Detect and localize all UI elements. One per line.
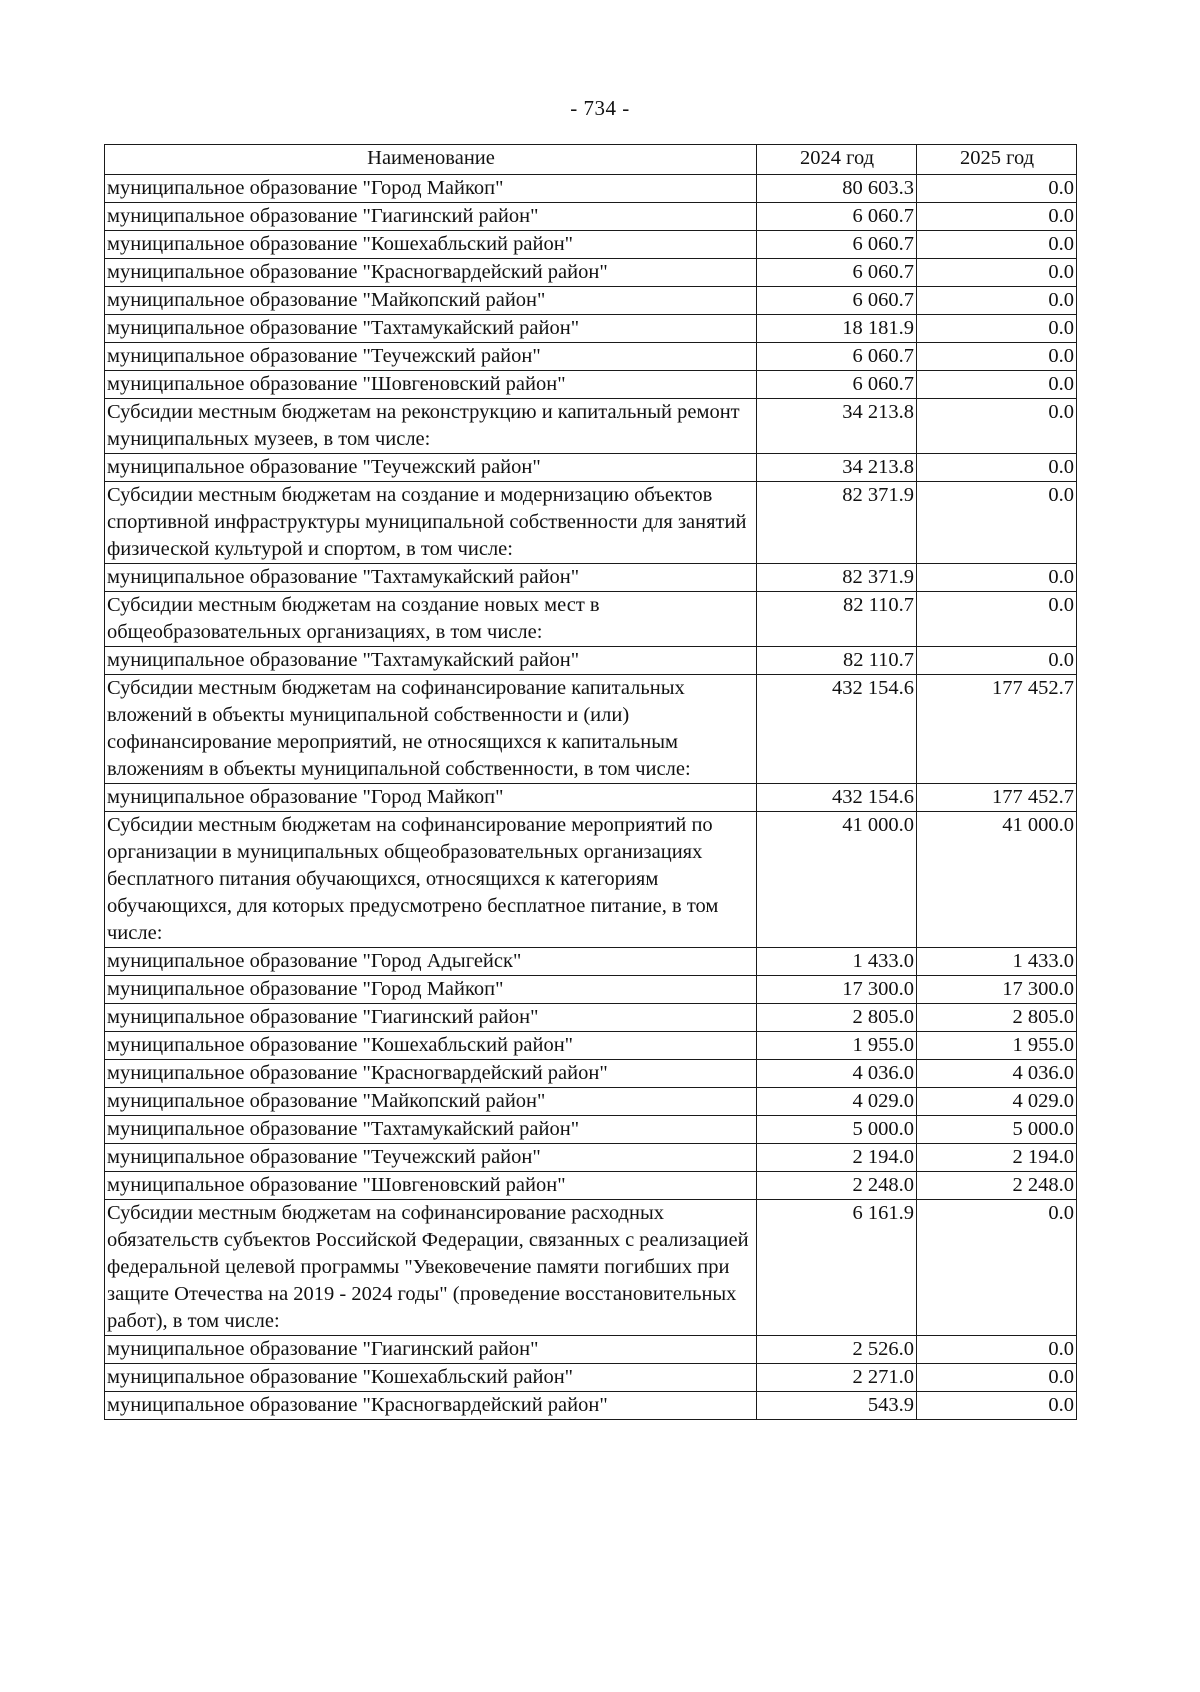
row-value-2024: 6 060.7 xyxy=(757,203,917,231)
row-value-2025: 0.0 xyxy=(917,259,1077,287)
row-value-2025: 41 000.0 xyxy=(917,812,1077,948)
row-value-2025: 0.0 xyxy=(917,564,1077,592)
row-name: муниципальное образование "Тахтамукайский район" xyxy=(105,1116,757,1144)
row-value-2025: 2 248.0 xyxy=(917,1172,1077,1200)
table-row xyxy=(105,1004,1077,1032)
row-value-2024: 2 271.0 xyxy=(757,1364,917,1392)
row-value-2024: 6 060.7 xyxy=(757,343,917,371)
table-row xyxy=(105,1032,1077,1060)
table-row xyxy=(105,454,1077,482)
row-value-2025: 0.0 xyxy=(917,1364,1077,1392)
row-value-2025: 1 433.0 xyxy=(917,948,1077,976)
row-value-2025: 0.0 xyxy=(917,1392,1077,1420)
row-name: муниципальное образование "Кошехабльский район" xyxy=(105,231,757,259)
row-value-2024: 1 433.0 xyxy=(757,948,917,976)
row-value-2024: 543.9 xyxy=(757,1392,917,1420)
budget-table xyxy=(104,144,1077,1420)
table-row xyxy=(105,647,1077,675)
header-2025: 2025 год xyxy=(917,145,1077,175)
table-row xyxy=(105,482,1077,564)
row-value-2025: 0.0 xyxy=(917,482,1077,564)
table-row xyxy=(105,1364,1077,1392)
row-value-2024: 6 060.7 xyxy=(757,287,917,315)
row-name: муниципальное образование "Теучежский район" xyxy=(105,454,757,482)
row-value-2024: 432 154.6 xyxy=(757,675,917,784)
row-name: Субсидии местным бюджетам на софинансирование мероприятий по организации в муниципальных общеобразовательных организациях бесплатного питания обучающихся, относящихся к категориям обучающихся, для которых предусмотрено бесплатное питание, в том числе: xyxy=(105,812,757,948)
table-row xyxy=(105,1392,1077,1420)
row-value-2025: 1 955.0 xyxy=(917,1032,1077,1060)
row-value-2024: 2 248.0 xyxy=(757,1172,917,1200)
row-value-2024: 82 371.9 xyxy=(757,564,917,592)
table-row xyxy=(105,1336,1077,1364)
table-row xyxy=(105,203,1077,231)
row-value-2024: 82 110.7 xyxy=(757,592,917,647)
row-value-2024: 4 029.0 xyxy=(757,1088,917,1116)
budget-table-container xyxy=(104,144,1076,1420)
table-row xyxy=(105,175,1077,203)
page-number: - 734 - xyxy=(570,96,630,120)
row-value-2025: 0.0 xyxy=(917,371,1077,399)
row-value-2024: 18 181.9 xyxy=(757,315,917,343)
table-row xyxy=(105,1116,1077,1144)
row-name: муниципальное образование "Город Майкоп" xyxy=(105,175,757,203)
table-body xyxy=(105,175,1077,1420)
row-value-2025: 0.0 xyxy=(917,203,1077,231)
row-name: муниципальное образование "Тахтамукайский район" xyxy=(105,647,757,675)
table-row xyxy=(105,592,1077,647)
row-name: муниципальное образование "Майкопский район" xyxy=(105,1088,757,1116)
row-value-2025: 0.0 xyxy=(917,343,1077,371)
row-value-2024: 5 000.0 xyxy=(757,1116,917,1144)
row-name: муниципальное образование "Теучежский район" xyxy=(105,343,757,371)
row-name: муниципальное образование "Кошехабльский район" xyxy=(105,1364,757,1392)
table-row xyxy=(105,1144,1077,1172)
row-name: муниципальное образование "Гиагинский район" xyxy=(105,1004,757,1032)
row-value-2025: 177 452.7 xyxy=(917,784,1077,812)
row-value-2025: 0.0 xyxy=(917,315,1077,343)
row-value-2024: 6 060.7 xyxy=(757,371,917,399)
row-name: муниципальное образование "Теучежский район" xyxy=(105,1144,757,1172)
row-name: муниципальное образование "Шовгеновский район" xyxy=(105,371,757,399)
table-row xyxy=(105,812,1077,948)
row-value-2024: 82 110.7 xyxy=(757,647,917,675)
table-row xyxy=(105,231,1077,259)
row-name: муниципальное образование "Город Майкоп" xyxy=(105,976,757,1004)
row-name: муниципальное образование "Город Адыгейск" xyxy=(105,948,757,976)
table-row xyxy=(105,315,1077,343)
table-row xyxy=(105,1088,1077,1116)
row-value-2024: 4 036.0 xyxy=(757,1060,917,1088)
row-value-2025: 0.0 xyxy=(917,175,1077,203)
row-value-2025: 2 805.0 xyxy=(917,1004,1077,1032)
row-name: Субсидии местным бюджетам на создание новых мест в общеобразовательных организациях, в том числе: xyxy=(105,592,757,647)
row-value-2025: 0.0 xyxy=(917,454,1077,482)
row-name: Субсидии местным бюджетам на софинансирование расходных обязательств субъектов Российской Федерации, связанных с реализацией федеральной целевой программы "Увековечение памяти погибших при защите Отечества на 2019 - 2024 годы" (проведение восстановительных работ), в том числе: xyxy=(105,1200,757,1336)
table-row xyxy=(105,1172,1077,1200)
row-value-2025: 0.0 xyxy=(917,287,1077,315)
row-value-2024: 34 213.8 xyxy=(757,454,917,482)
row-value-2024: 41 000.0 xyxy=(757,812,917,948)
table-row xyxy=(105,564,1077,592)
row-value-2025: 0.0 xyxy=(917,592,1077,647)
row-value-2024: 82 371.9 xyxy=(757,482,917,564)
row-value-2024: 80 603.3 xyxy=(757,175,917,203)
table-row xyxy=(105,1200,1077,1336)
row-name: муниципальное образование "Гиагинский район" xyxy=(105,1336,757,1364)
table-row xyxy=(105,976,1077,1004)
table-row xyxy=(105,399,1077,454)
table-header-row xyxy=(105,145,1077,175)
row-value-2024: 2 194.0 xyxy=(757,1144,917,1172)
row-value-2025: 0.0 xyxy=(917,1200,1077,1336)
row-name: муниципальное образование "Тахтамукайский район" xyxy=(105,315,757,343)
table-row xyxy=(105,1060,1077,1088)
row-value-2024: 17 300.0 xyxy=(757,976,917,1004)
row-name: Субсидии местным бюджетам на реконструкцию и капитальный ремонт муниципальных музеев, в том числе: xyxy=(105,399,757,454)
row-value-2025: 0.0 xyxy=(917,399,1077,454)
header-name: Наименование xyxy=(105,145,757,175)
row-name: муниципальное образование "Город Майкоп" xyxy=(105,784,757,812)
row-value-2024: 2 526.0 xyxy=(757,1336,917,1364)
row-name: муниципальное образование "Гиагинский район" xyxy=(105,203,757,231)
row-value-2025: 17 300.0 xyxy=(917,976,1077,1004)
row-value-2024: 432 154.6 xyxy=(757,784,917,812)
row-name: муниципальное образование "Кошехабльский район" xyxy=(105,1032,757,1060)
table-row xyxy=(105,784,1077,812)
table-row xyxy=(105,675,1077,784)
table-row xyxy=(105,259,1077,287)
row-name: муниципальное образование "Красногвардейский район" xyxy=(105,1392,757,1420)
row-value-2025: 2 194.0 xyxy=(917,1144,1077,1172)
row-value-2024: 6 060.7 xyxy=(757,231,917,259)
row-name: муниципальное образование "Шовгеновский район" xyxy=(105,1172,757,1200)
row-value-2025: 4 029.0 xyxy=(917,1088,1077,1116)
row-value-2024: 6 060.7 xyxy=(757,259,917,287)
row-value-2025: 0.0 xyxy=(917,647,1077,675)
row-value-2024: 2 805.0 xyxy=(757,1004,917,1032)
table-row xyxy=(105,371,1077,399)
row-value-2025: 4 036.0 xyxy=(917,1060,1077,1088)
row-value-2024: 34 213.8 xyxy=(757,399,917,454)
row-value-2024: 6 161.9 xyxy=(757,1200,917,1336)
row-value-2025: 0.0 xyxy=(917,231,1077,259)
table-row xyxy=(105,343,1077,371)
row-name: муниципальное образование "Красногвардейский район" xyxy=(105,1060,757,1088)
row-value-2025: 177 452.7 xyxy=(917,675,1077,784)
table-row xyxy=(105,948,1077,976)
header-2024: 2024 год xyxy=(757,145,917,175)
row-name: Субсидии местным бюджетам на создание и модернизацию объектов спортивной инфраструктуры муниципальной собственности для занятий физической культурой и спортом, в том числе: xyxy=(105,482,757,564)
row-name: Субсидии местным бюджетам на софинансирование капитальных вложений в объекты муниципальной собственности и (или) софинансирование мероприятий, не относящихся к капитальным вложениям в объекты муниципальной собственности, в том числе: xyxy=(105,675,757,784)
row-value-2025: 0.0 xyxy=(917,1336,1077,1364)
row-name: муниципальное образование "Красногвардейский район" xyxy=(105,259,757,287)
row-value-2024: 1 955.0 xyxy=(757,1032,917,1060)
row-value-2025: 5 000.0 xyxy=(917,1116,1077,1144)
row-name: муниципальное образование "Майкопский район" xyxy=(105,287,757,315)
row-name: муниципальное образование "Тахтамукайский район" xyxy=(105,564,757,592)
table-row xyxy=(105,287,1077,315)
